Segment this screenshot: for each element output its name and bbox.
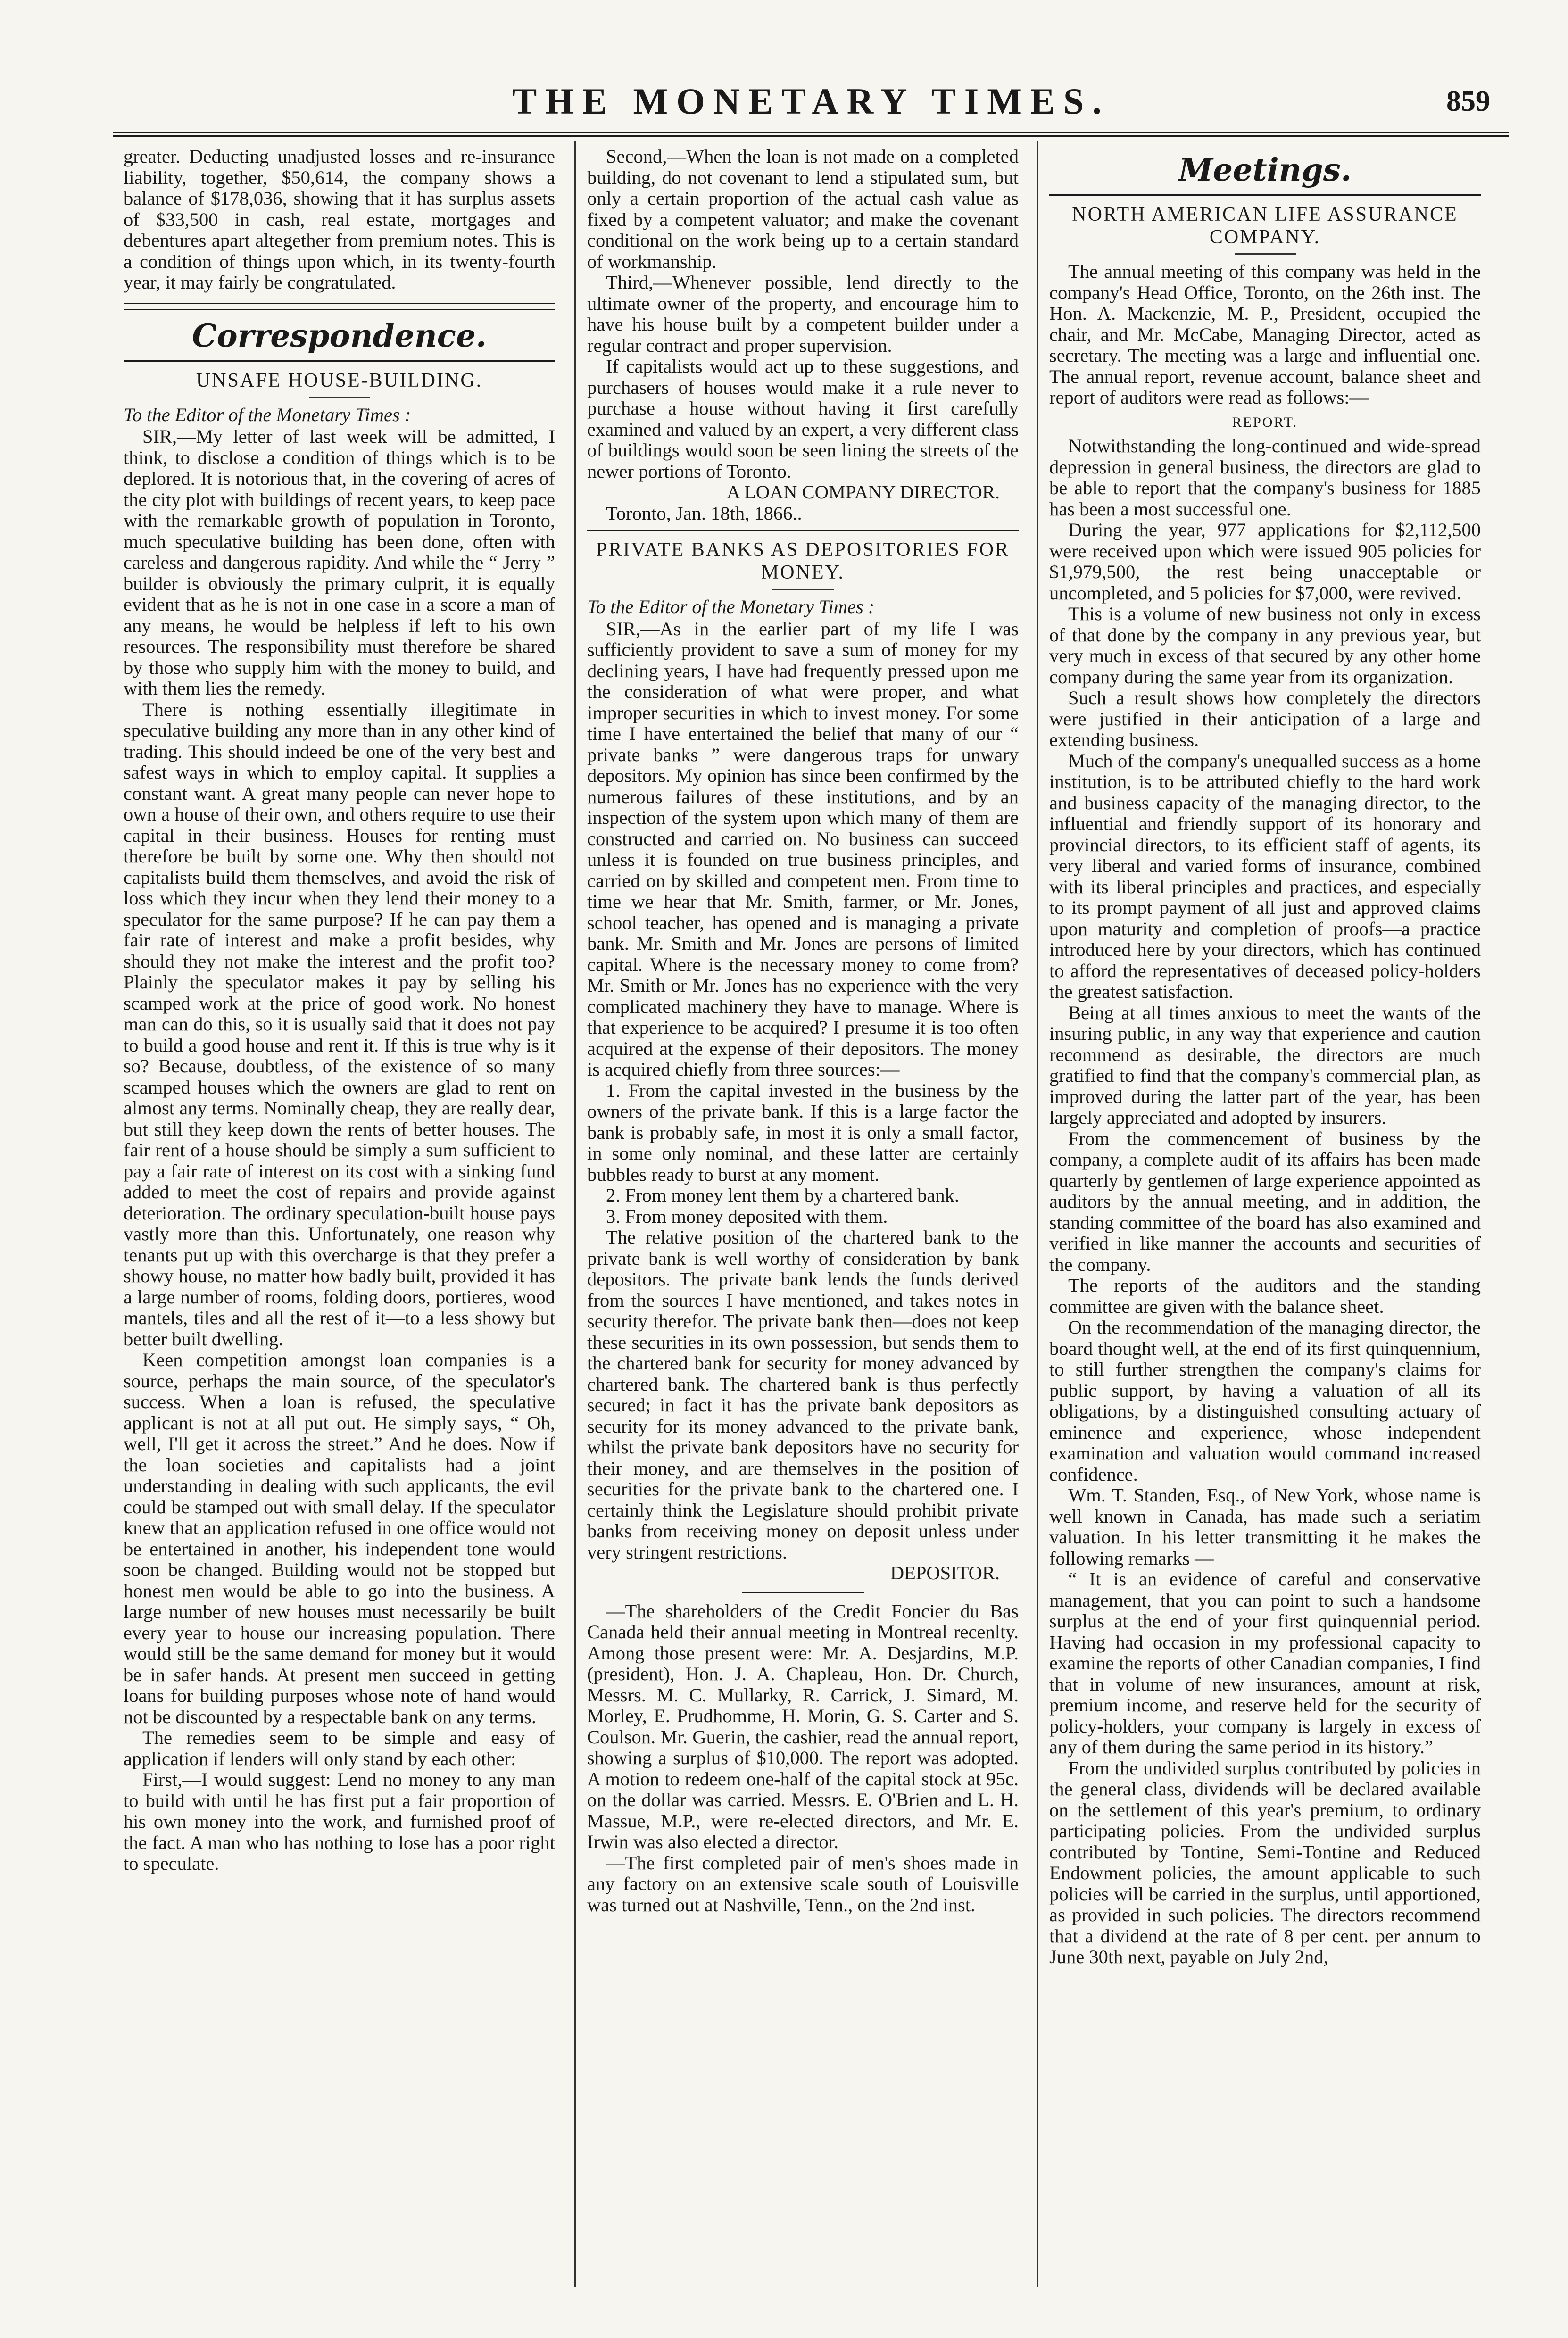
section-title: Correspondence. (192, 317, 487, 354)
section-rule (124, 360, 555, 362)
column-divider (1037, 141, 1038, 2287)
paragraph: From the undivided surplus contributed by policies in the general class, dividends will be declared available on the settlement of this year's premium, to ordinary participating policies. From the undivided surplus contributed by Tontine, Semi-Tontine and Reduced Endowment policies, the amount applicable to such policies will be carried in the surplus, until apportioned, as provided in such policies. The directors recommend that a dividend at the rate of 8 per cent. per annum to June 30th next, payable on July 2nd, (1049, 1757, 1481, 1967)
paragraph: 1. From the capital invested in the business by the owners of the private bank. If this is a large factor the bank is probably safe, in most it is only a small factor, in some only nominal, and these latter are certainly bubbles ready to burst at any moment. (587, 1079, 1019, 1185)
paragraph: SIR,—My letter of last week will be admitted, I think, to disclose a condition of things which is to be deplored. It is notorious that, in the covering of acres of the city plot with buildings of recent years, to keep pace with the remarkable growth of population in Toronto, much speculative building has been done, often with careless and dangerous rapidity. And while the “ Jerry ” builder is obviously the primary culprit, it is equally evident that as he is not in one case in a score a man of any means, he would be helpless if left to his own resources. The responsibility must therefore be shared by those who supply him with the money to build, and with them lies the remedy. (124, 426, 555, 699)
signature: DEPOSITOR. (890, 1562, 1000, 1584)
paragraph: From the commencement of business by the company, a complete audit of its affairs has been made quarterly by gentlemen of large experience appointed as auditors by the annual meeting, and in addition, the standing committee of the board has also examined and verified in like manner the accounts and securities of the company. (1049, 1128, 1481, 1275)
salutation: To the Editor of the Monetary Times : (587, 596, 875, 617)
news-rule (742, 1592, 864, 1593)
paragraph: Such a result shows how completely the directors were justified in their anticipation of a large and extending business. (1049, 687, 1481, 750)
paragraph: Wm. T. Standen, Esq., of New York, whose name is well known in Canada, has made such a seriatim valuation. In his letter transmitting it he makes the following remarks — (1049, 1484, 1481, 1569)
paragraph: SIR,—As in the earlier part of my life I was sufficiently provident to save a sum of money for my declining years, I have had frequently pressed upon me the consideration of what were proper, and what improper securities in which to invest money. For some time I have entertained the belief that many of our “ private banks ” were dangerous traps for unwary depositors. My opinion has since been confirmed by the numerous failures of these institutions, and by an inspection of the system upon which many of them are constructed and carried on. No business can succeed unless it is founded on true business principles, and carried on by skilled and competent men. From time to time we hear that Mr. Smith, farmer, or Mr. Jones, school teacher, has opened and is managing a private bank. Mr. Smith and Mr. Jones are persons of limited capital. Where is the necessary money to come from? Mr. Smith or Mr. Jones has no experience with the very complicated machinery they have to manage. Where is that experience to be acquired? I presume it is too often acquired at the expense of their depositors. The money is acquired chiefly from three sources:— (587, 618, 1019, 1080)
dateline: Toronto, Jan. 18th, 1866.. (606, 502, 802, 524)
paragraph: Much of the company's unequalled success as a home institution, is to be attributed chiefly to the hard work and business capacity of the managing director, to the influential and friendly support of its honorary and provincial directors, to its efficient staff of agents, its very liberal and varied forms of insurance, combined with its liberal principles and practices, and especially to its prompt payment of all just and approved claims upon maturity and completion of proofs—a practice introduced here by your directors, which has continued to afford the representatives of deceased policy-holders the greatest satisfaction. (1049, 750, 1481, 1002)
article-title: UNSAFE HOUSE-BUILDING. (196, 369, 483, 391)
signature: A LOAN COMPANY DIRECTOR. (726, 481, 1000, 503)
article-title: PRIVATE BANKS AS DEPOSITORIES FOR MONEY. (596, 539, 1010, 583)
paragraph: —The first completed pair of men's shoes made in any factory on an extensive scale south of Louisville was turned out at Nashville, Tenn., on the 2nd inst. (587, 1852, 1019, 1915)
paragraph: If capitalists would act up to these suggestions, and purchasers of houses would make it a rule never to purchase a house without having it first carefully examined and valued by an expert, a very different class of buildings would soon be seen lining the streets of the newer portions of Toronto. (587, 356, 1019, 482)
masthead-title: THE MONETARY TIMES. (512, 81, 1110, 122)
article-rule (587, 530, 1019, 531)
paragraph: Notwithstanding the long-continued and wide-spread depression in general business, the directors are glad to be able to report that the company's business for 1885 has been a most successful one. (1049, 435, 1481, 520)
paragraph: The reports of the auditors and the standing committee are given with the balance sheet. (1049, 1275, 1481, 1317)
paragraph: First,—I would suggest: Lend no money to any man to build with until he has first put a fair proportion of his own money into the work, and furnished proof of the fact. A man who has nothing to lose has a poor right to speculate. (124, 1769, 555, 1874)
paragraph: Being at all times anxious to meet the wants of the insuring public, in any way that experience and caution recommend as desirable, the directors are much gratified to find that the company's commercial plan, as improved during the latter part of the year, has been largely appreciated and adopted by insurers. (1049, 1002, 1481, 1128)
section-title: Meetings. (1178, 151, 1352, 188)
masthead (113, 71, 1509, 137)
lead-paragraph: greater. Deducting unadjusted losses and re-insurance liability, together, $50,614, the company shows a balance of $178,036, showing that it has surplus assets of $33,500 in cash, real estate, mortgages and debentures apart altegether from premium notes. This is a condition of things upon which, in its twenty-fourth year, it may fairly be congratulated. (124, 146, 555, 293)
page-number: 859 (1446, 85, 1490, 117)
report-heading: REPORT. (1232, 414, 1298, 430)
paragraph: 2. From money lent them by a chartered bank. (606, 1185, 960, 1206)
paragraph: The remedies seem to be simple and easy of application if lenders will only stand by each other: (124, 1727, 555, 1769)
paragraph: This is a volume of new business not only in excess of that done by the company in any previous year, but very much in excess of that secured by any other home company during the same year from its organization. (1049, 603, 1481, 688)
paragraph: “ It is an evidence of careful and conservative management, that you can point to such a handsome surplus at the end of your first quinquennial period. Having had occasion in my professional capacity to examine the reports of other Canadian companies, I find that in volume of new insurances, amount at risk, premium income, and reserve held for the security of policy-holders, your company is largely in excess of any of them during the same period in its history.” (1049, 1568, 1481, 1758)
column-divider (574, 141, 576, 2287)
paragraph: 3. From money deposited with them. (606, 1205, 888, 1227)
column-1 (124, 146, 555, 2297)
section-rule (1049, 194, 1481, 196)
title-rule (1235, 253, 1296, 255)
title-rule (772, 589, 834, 590)
paragraph: The relative position of the chartered bank to the private bank is well worthy of consideration by bank depositors. The private bank lends the funds derived from the sources I have mentioned, and takes notes in security therefor. The private bank then—does not keep these securities in its own possession, but sends them to the chartered bank for security for money advanced by chartered bank. The chartered bank is thus perfectly secured; in fact it has the private bank depositors as security for its money advanced to the private bank, whilst the private bank depositors have no security for their money, and are themselves in the position of securities for the private bank to the chartered one. I certainly think the Legislature should prohibit private banks from receiving money on deposit unless under very stringent restrictions. (587, 1227, 1019, 1563)
section-rule (124, 303, 555, 310)
paragraph: Third,—Whenever possible, lend directly to the ultimate owner of the property, and encourage him to have his house built by a competent builder under a regular contract and proper supervision. (587, 272, 1019, 356)
paragraph: On the recommendation of the managing director, the board thought well, at the end of its first quinquennium, to still further strengthen the company's claims for public support, by having a valuation of all its obligations, by a distinguished consulting actuary of eminence and experience, whose independent examination and valuation would command increased confidence. (1049, 1317, 1481, 1485)
paragraph: During the year, 977 applications for $2,112,500 were received upon which were issued 905 policies for $1,979,500, the rest being unacceptable or uncompleted, and 5 policies for $7,000, were revived. (1049, 519, 1481, 604)
article-title: NORTH AMERICAN LIFE ASSURANCE COMPANY. (1072, 204, 1458, 248)
paragraph: Second,—When the loan is not made on a completed building, do not covenant to lend a stipulated sum, but only a certain proportion of the actual cash value as fixed by a competent valuator; and make the covenant conditional on the work being up to a certain standard of workmanship. (587, 146, 1019, 272)
paragraph: —The shareholders of the Credit Foncier du Bas Canada held their annual meeting in Montreal recenlty. Among those present were: Mr. A. Desjardins, M.P. (president), Hon. J. A. Chapleau, Hon. Dr. Church, Messrs. M. C. Mullarky, R. Carrick, J. Simard, M. Morley, E. Prudhomme, H. Morin, G. S. Carter and S. Coulson. Mr. Guerin, the cashier, read the annual report, showing a surplus of $10,000. The report was adopted. A motion to redeem one-half of the capital stock at 95c. on the dollar was carried. Messrs. E. O'Brien and L. H. Massue, M.P., were re-elected directors, and Mr. E. Irwin was also elected a director. (587, 1600, 1019, 1852)
column-3 (1049, 146, 1481, 2297)
column-2 (587, 146, 1019, 2297)
paragraph: There is nothing essentially illegitimate in speculative building any more than in any other kind of trading. This should indeed be one of the very best and safest ways in which to employ capital. It supplies a constant want. A great many people can never hope to own a house of their own, and others require to use their capital in their business. Houses for renting must therefore be built by some one. Why then should not capitalists build them themselves, and avoid the risk of loss which they incur when they lend their money to a speculator for the same purpose? If he can pay them a fair rate of interest and make a profit besides, why should they not make the interest and the profit too? Plainly the speculator makes it pay by selling his scamped work at the price of good work. No honest man can do this, so it is usually said that it does not pay to build a good house and rent it. If this is true why is it so? Because, doubtless, of the existence of so many scamped houses which the owners are glad to rent on almost any terms. Nominally cheap, they are really dear, but still they keep down the rents of better houses. The fair rent of a house should be simply a sum sufficient to pay a fair rate of interest on its cost with a sinking fund added to meet the cost of repairs and provide against deterioration. The ordinary speculation-built house pays vastly more than this. Unfortunately, one reason why tenants put up with this overcharge is that they prefer a showy house, no matter how badly built, provided it has a large number of rooms, folding doors, portieres, wood mantels, tiles and all the rest of it—to a less showy but better built dwelling. (124, 698, 555, 1350)
paragraph: Keen competition amongst loan companies is a source, perhaps the main source, of the speculator's success. When a loan is refused, the speculative applicant is not at all put out. He simply says, “ Oh, well, I'll get it across the street.” And he does. Now if the loan societies and capitalists had a joint understanding in dealing with such applicants, the evil could be stamped out with small delay. If the speculator knew that an application refused in one office would not be entertained in another, his independent tone would soon be changed. Building would not be stopped but honest men would be able to go into the business. A large number of new houses must necessarily be built every year to house our increasing population. There would still be the same demand for money but it would be in safer hands. At present men succeed in getting loans for building purposes whose note of hand would not be discounted by a respectable bank on any terms. (124, 1349, 555, 1727)
paragraph: The annual meeting of this company was held in the company's Head Office, Toronto, on the 26th inst. The Hon. A. Mackenzie, M. P., President, occupied the chair, and Mr. McCabe, Managing Director, acted as secretary. The meeting was a large and influential one. The annual report, revenue account, balance sheet and report of auditors were read as follows:— (1049, 261, 1481, 408)
title-rule (309, 397, 370, 398)
salutation: To the Editor of the Monetary Times : (124, 404, 411, 425)
